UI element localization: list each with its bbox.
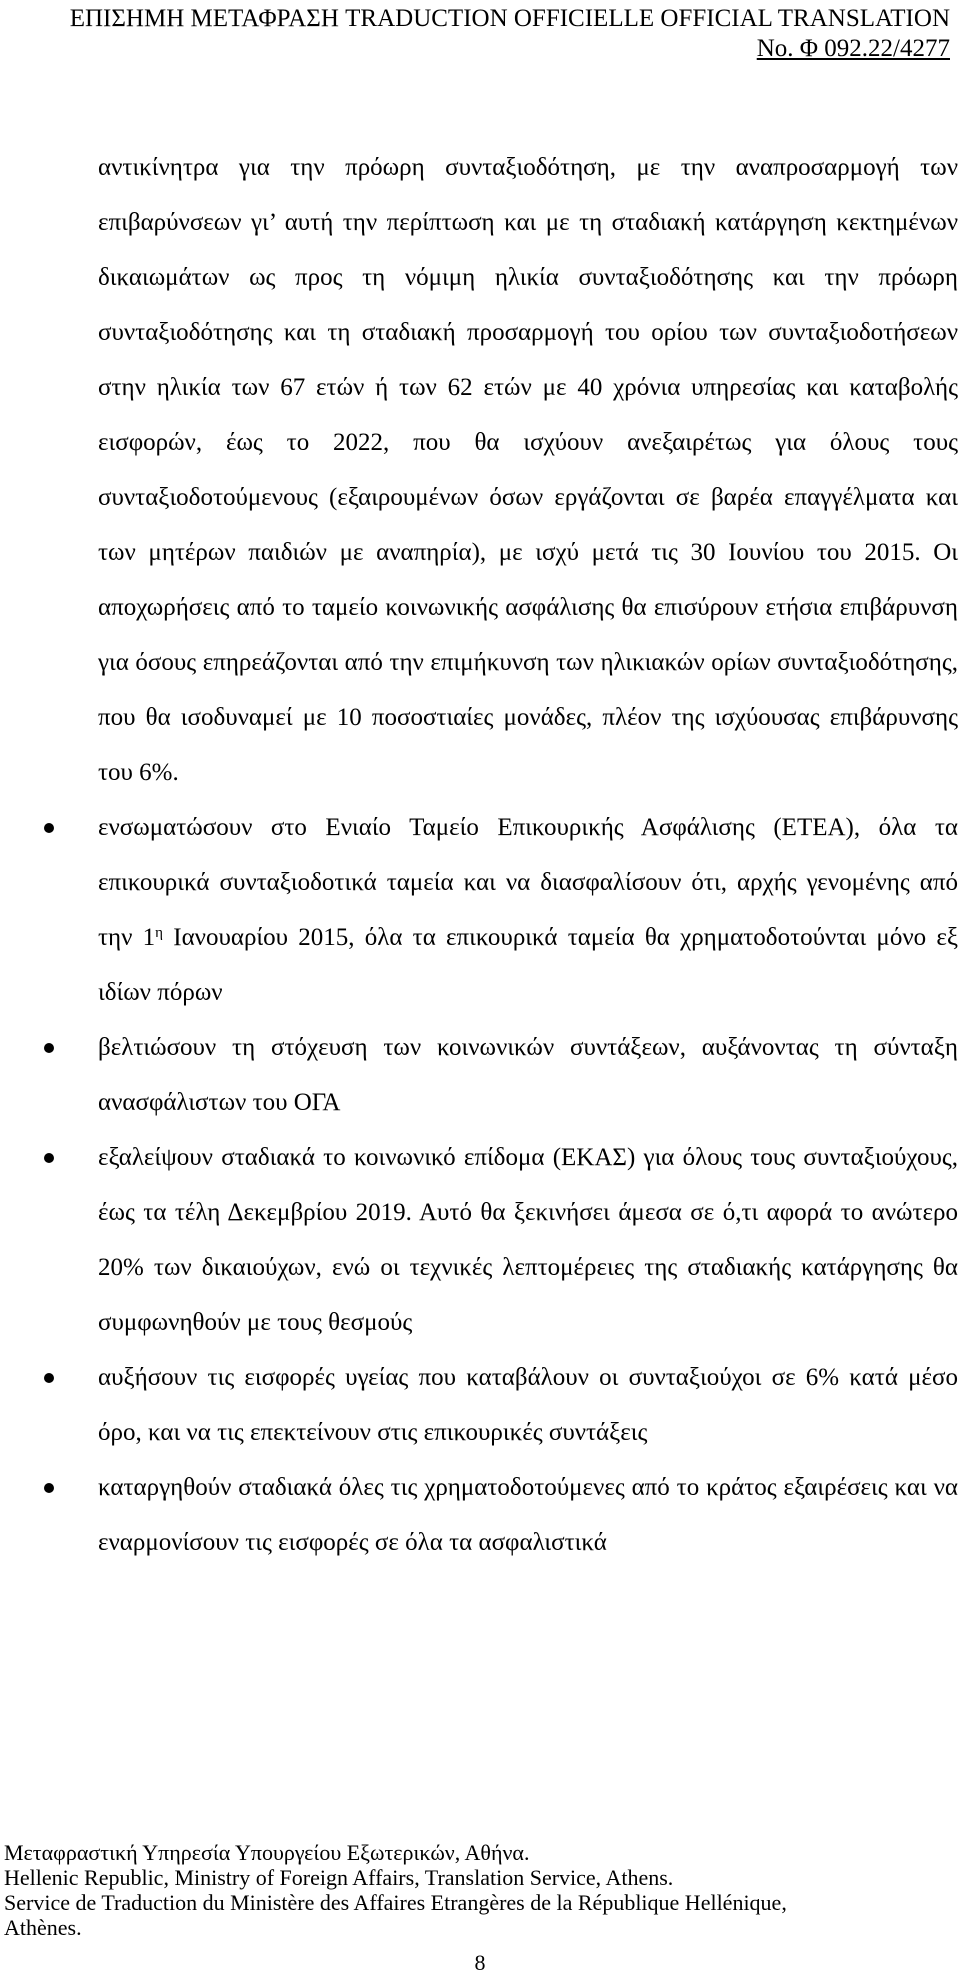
footer-greek-line: Μεταφραστική Υπηρεσία Υπουργείου Εξωτερικών, Αθήνα. (4, 1840, 530, 1865)
bullet-icon (44, 1373, 54, 1383)
translation-header (70, 4, 950, 64)
list-item-text: εξαλείψουν σταδιακά το κοινωνικό επίδομα (ΕΚΑΣ) για όλους τους συνταξιούχους, έως τα τέλη Δεκεμβρίου 2019. Αυτό θα ξεκινήσει άμεσα σε ό,τι αφορά το ανώτερο 20% των δικαιούχων, ενώ οι τεχνικές λεπτομέρειες της σταδιακής κατάργησης θα συμφωνηθούν με τους θεσμούς (98, 1144, 958, 1336)
footer-french-line: Service de Traduction du Ministère des Affaires Etrangères de la République Hellénique, (4, 1890, 787, 1915)
header-document-number: No. Φ 092.22/4277 (756, 35, 950, 62)
list-item-text: καταργηθούν σταδιακά όλες τις χρηματοδοτούμενες από το κράτος εξαιρέσεις και να εναρμονίσουν τις εισφορές σε όλα τα ασφαλιστικά (98, 1474, 958, 1556)
bullet-list (98, 800, 958, 1570)
header-official-translation-title: ΕΠΙΣΗΜΗ ΜΕΤΑΦΡΑΣΗ TRADUCTION OFFICIELLE OFFICIAL TRANSLATION (69, 5, 950, 32)
footer-english-line: Hellenic Republic, Ministry of Foreign Affairs, Translation Service, Athens. (4, 1865, 674, 1890)
list-item (98, 1020, 958, 1130)
bullet-icon (44, 1153, 54, 1163)
bullet-icon (44, 823, 54, 833)
list-item (98, 1460, 958, 1570)
translation-service-footer (4, 1840, 954, 1940)
list-item (98, 1130, 958, 1350)
bullet-icon (44, 1483, 54, 1493)
intro-paragraph: αντικίνητρα για την πρόωρη συνταξιοδότηση, με την αναπροσαρμογή των επιβαρύνσεων γι’ αυτή την περίπτωση και με τη σταδιακή κατάργηση κεκτημένων δικαιωμάτων ως προς τη νόμιμη ηλικία συνταξιοδότησης και την πρόωρη συνταξιοδότησης και τη σταδιακή προσαρμογή του ορίου των συνταξιοδοτήσεων στην ηλικία των 67 ετών ή των 62 ετών με 40 χρόνια υπηρεσίας και καταβολής εισφορών, έως το 2022, που θα ισχύουν ανεξαιρέτως για όλους τους συνταξιοδοτούμενους (εξαιρουμένων όσων εργάζονται σε βαρέα επαγγέλματα και των μητέρων παιδιών με αναπηρία), με ισχύ μετά τις 30 Ιουνίου του 2015. Οι αποχωρήσεις από το ταμείο κοινωνικής ασφάλισης θα επισύρουν ετήσια επιβάρυνση για όσους επηρεάζονται από την επιμήκυνση των ηλικιακών ορίων συνταξιοδότησης, που θα ισοδυναμεί με 10 ποσοστιαίες μονάδες, πλέον της ισχύουσας επιβάρυνσης του 6%. (98, 154, 958, 786)
list-item-text: βελτιώσουν τη στόχευση των κοινωνικών συντάξεων, αυξάνοντας τη σύνταξη ανασφάλιστων του ΟΓΑ (98, 1034, 958, 1116)
bullet-icon (44, 1043, 54, 1053)
list-item-text-continued: Ιανουαρίου 2015, όλα τα επικουρικά ταμεία θα χρηματοδοτούνται μόνο εξ ιδίων πόρων (98, 924, 958, 1006)
footer-french-city-line: Athènes. (4, 1915, 82, 1940)
list-item (98, 1350, 958, 1460)
list-item-text: ενσωματώσουν στο Ενιαίο Ταμείο Επικουρικής Ασφάλισης (ΕΤΕΑ), όλα τα επικουρικά συνταξιοδοτικά ταμεία και να διασφαλίσουν ότι, αρχής γενομένης από την 1 (98, 814, 958, 951)
list-item (98, 800, 958, 1020)
document-body (98, 140, 958, 1570)
list-item-text: αυξήσουν τις εισφορές υγείας που καταβάλουν οι συνταξιούχοι σε 6% κατά μέσο όρο, και να τις επεκτείνουν στις επικουρικές συντάξεις (98, 1364, 958, 1446)
page-number: 8 (474, 1950, 486, 1975)
superscript-ordinal: η (155, 925, 164, 941)
